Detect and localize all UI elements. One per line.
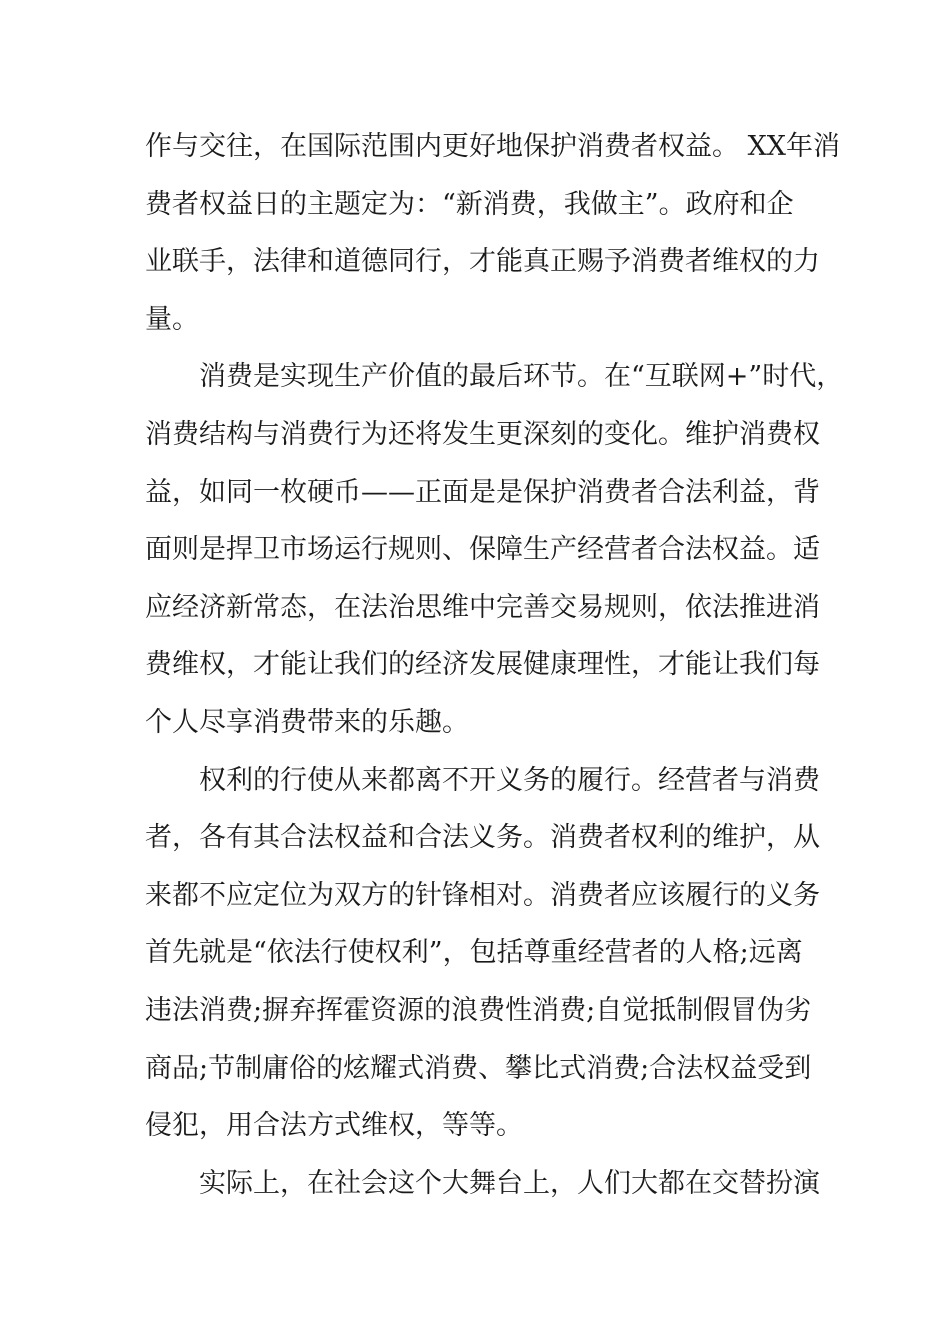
text-line: 首先就是“依法行使权利”，包括尊重经营者的人格;远离: [145, 937, 803, 969]
paragraph-1: [145, 118, 841, 348]
body-text: [145, 118, 844, 1212]
text-line: 消费是实现生产价值的最后环节。在“互联网+”时代，: [199, 361, 844, 393]
text-line: 者，各有其合法权益和合法义务。消费者权利的维护，从: [145, 822, 820, 854]
text-line: 应经济新常态，在法治思维中完善交易规则，依法推进消: [145, 591, 820, 623]
text-line: 益，如同一枚硬币——正面是是保护消费者合法利益，背: [145, 476, 820, 508]
text-line: 侵犯，用合法方式维权，等等。: [145, 1110, 523, 1142]
text-line: 权利的行使从来都离不开义务的履行。经营者与消费: [199, 764, 820, 796]
text-line: 消费结构与消费行为还将发生更深刻的变化。维护消费权: [145, 418, 820, 450]
paragraph-4: [145, 1155, 820, 1213]
text-line: 量。: [145, 303, 199, 335]
text-line: 来都不应定位为双方的针锋相对。消费者应该履行的义务: [145, 879, 820, 911]
text-line: 作与交往，在国际范围内更好地保护消费者权益。 XX年消: [145, 131, 841, 162]
paragraph-2: [145, 348, 844, 751]
text-line: 费维权，才能让我们的经济发展健康理性，才能让我们每: [145, 649, 820, 681]
text-line: 费者权益日的主题定为：“新消费，我做主”。政府和企: [145, 188, 794, 220]
text-line: 商品;节制庸俗的炫耀式消费、攀比式消费;合法权益受到: [145, 1052, 812, 1084]
paragraph-3: [145, 752, 820, 1155]
text-line: 业联手，法律和道德同行，才能真正赐予消费者维权的力: [145, 246, 820, 278]
text-line: 个人尽享消费带来的乐趣。: [145, 706, 469, 738]
text-line: 面则是捍卫市场运行规则、保障生产经营者合法权益。适: [145, 534, 820, 566]
text-line: 实际上，在社会这个大舞台上，人们大都在交替扮演: [199, 1167, 820, 1199]
text-line: 违法消费;摒弃挥霍资源的浪费性消费;自觉抵制假冒伪劣: [145, 994, 812, 1026]
